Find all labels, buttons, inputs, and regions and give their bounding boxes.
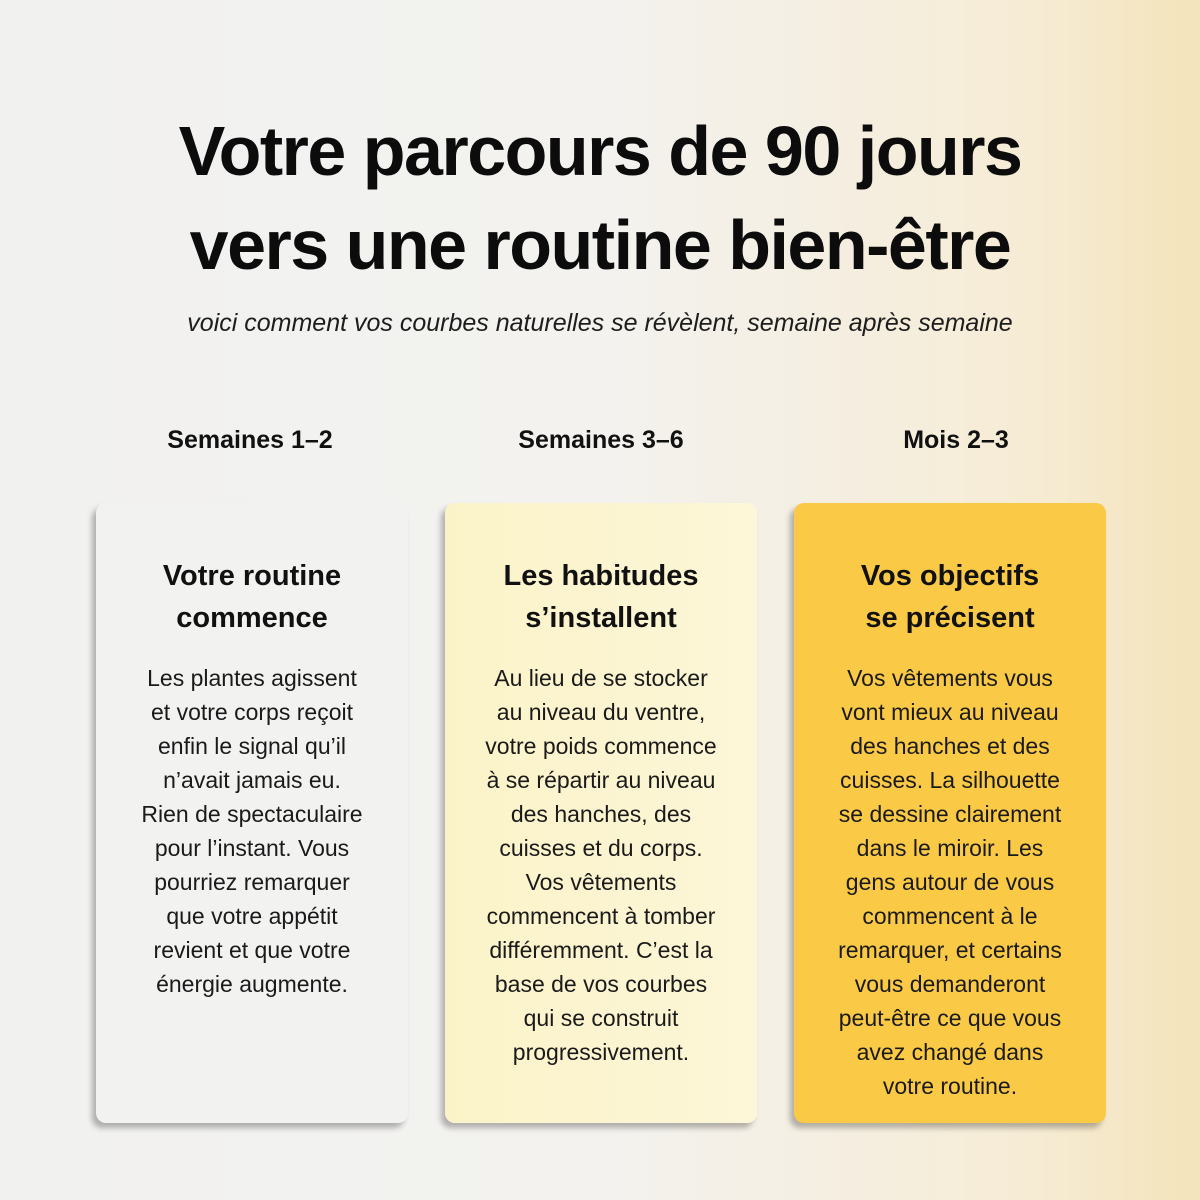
card-body-line: votre routine. [882,1073,1018,1099]
card-body-line: Au lieu de se stocker [494,665,708,691]
card-title [114,555,390,639]
card-body-line: dans le miroir. Les [856,835,1044,861]
phase-label-weeks-1-2: Semaines 1–2 [167,426,333,454]
card-body-line: des hanches et des [850,733,1050,759]
card-body-line: à se répartir au niveau [486,767,716,793]
card-body-line: enfin le signal qu’il [158,733,346,759]
page-title-line-1: Votre parcours de 90 jours [178,112,1022,190]
phase-card-weeks-1-2 [96,503,408,1123]
page-subtitle: voici comment vos courbes naturelles se révèlent, semaine après semaine [187,309,1013,337]
card-body-line: commencent à tomber [486,903,716,929]
card-title-line: Les habitudes [503,560,699,592]
page-title [0,104,1200,292]
card-title-line: s’installent [525,602,677,634]
card-body [114,661,390,1001]
card-body-line: pourriez remarquer [154,869,350,895]
phase-card-months-2-3 [794,503,1106,1123]
card-body-line: et votre corps reçoit [151,699,353,725]
card-body-line: progressivement. [512,1039,690,1065]
card-body-line: cuisses. La silhouette [840,767,1060,793]
card-body-line: vous demanderont [854,971,1046,997]
card-body-line: cuisses et du corps. [499,835,703,861]
card-body-line: Vos vêtements vous [847,665,1053,691]
card-body-line: base de vos courbes [494,971,708,997]
card-body-line: se dessine clairement [838,801,1062,827]
phase-label-months-2-3: Mois 2–3 [903,426,1009,454]
card-body-line: Les plantes agissent [147,665,357,691]
card-body-line: Rien de spectaculaire [141,801,363,827]
card-body-line: gens autour de vous [845,869,1055,895]
card-body-line: vont mieux au niveau [841,699,1059,725]
card-body-line: revient et que votre [153,937,351,963]
card-title [463,555,739,639]
card-body-line: qui se construit [523,1005,679,1031]
card-body-line: des hanches, des [510,801,692,827]
card-body [812,661,1088,1103]
card-body-line: différemment. C’est la [489,937,713,963]
card-body-line: au niveau du ventre, [496,699,706,725]
card-body-line: remarquer, et certains [838,937,1062,963]
card-body-line: avez changé dans [856,1039,1044,1065]
card-body-line: pour l’instant. Vous [154,835,350,861]
card-body-line: Vos vêtements [525,869,677,895]
phase-card-weeks-3-6 [445,503,757,1123]
card-body-line: peut-être ce que vous [838,1005,1062,1031]
card-title-line: commence [176,602,328,634]
card-body-line: commencent à le [862,903,1038,929]
card-body-line: votre poids commence [485,733,717,759]
card-title-line: Vos objectifs [860,560,1040,592]
card-body-line: énergie augmente. [156,971,348,997]
page-title-line-2: vers une routine bien-être [189,206,1011,284]
card-title-line: se précisent [865,602,1035,634]
card-title [812,555,1088,639]
card-body-line: que votre appétit [166,903,338,929]
phase-label-weeks-3-6: Semaines 3–6 [518,426,684,454]
card-body [463,661,739,1069]
card-title-line: Votre routine [162,560,342,592]
card-body-line: n’avait jamais eu. [163,767,341,793]
